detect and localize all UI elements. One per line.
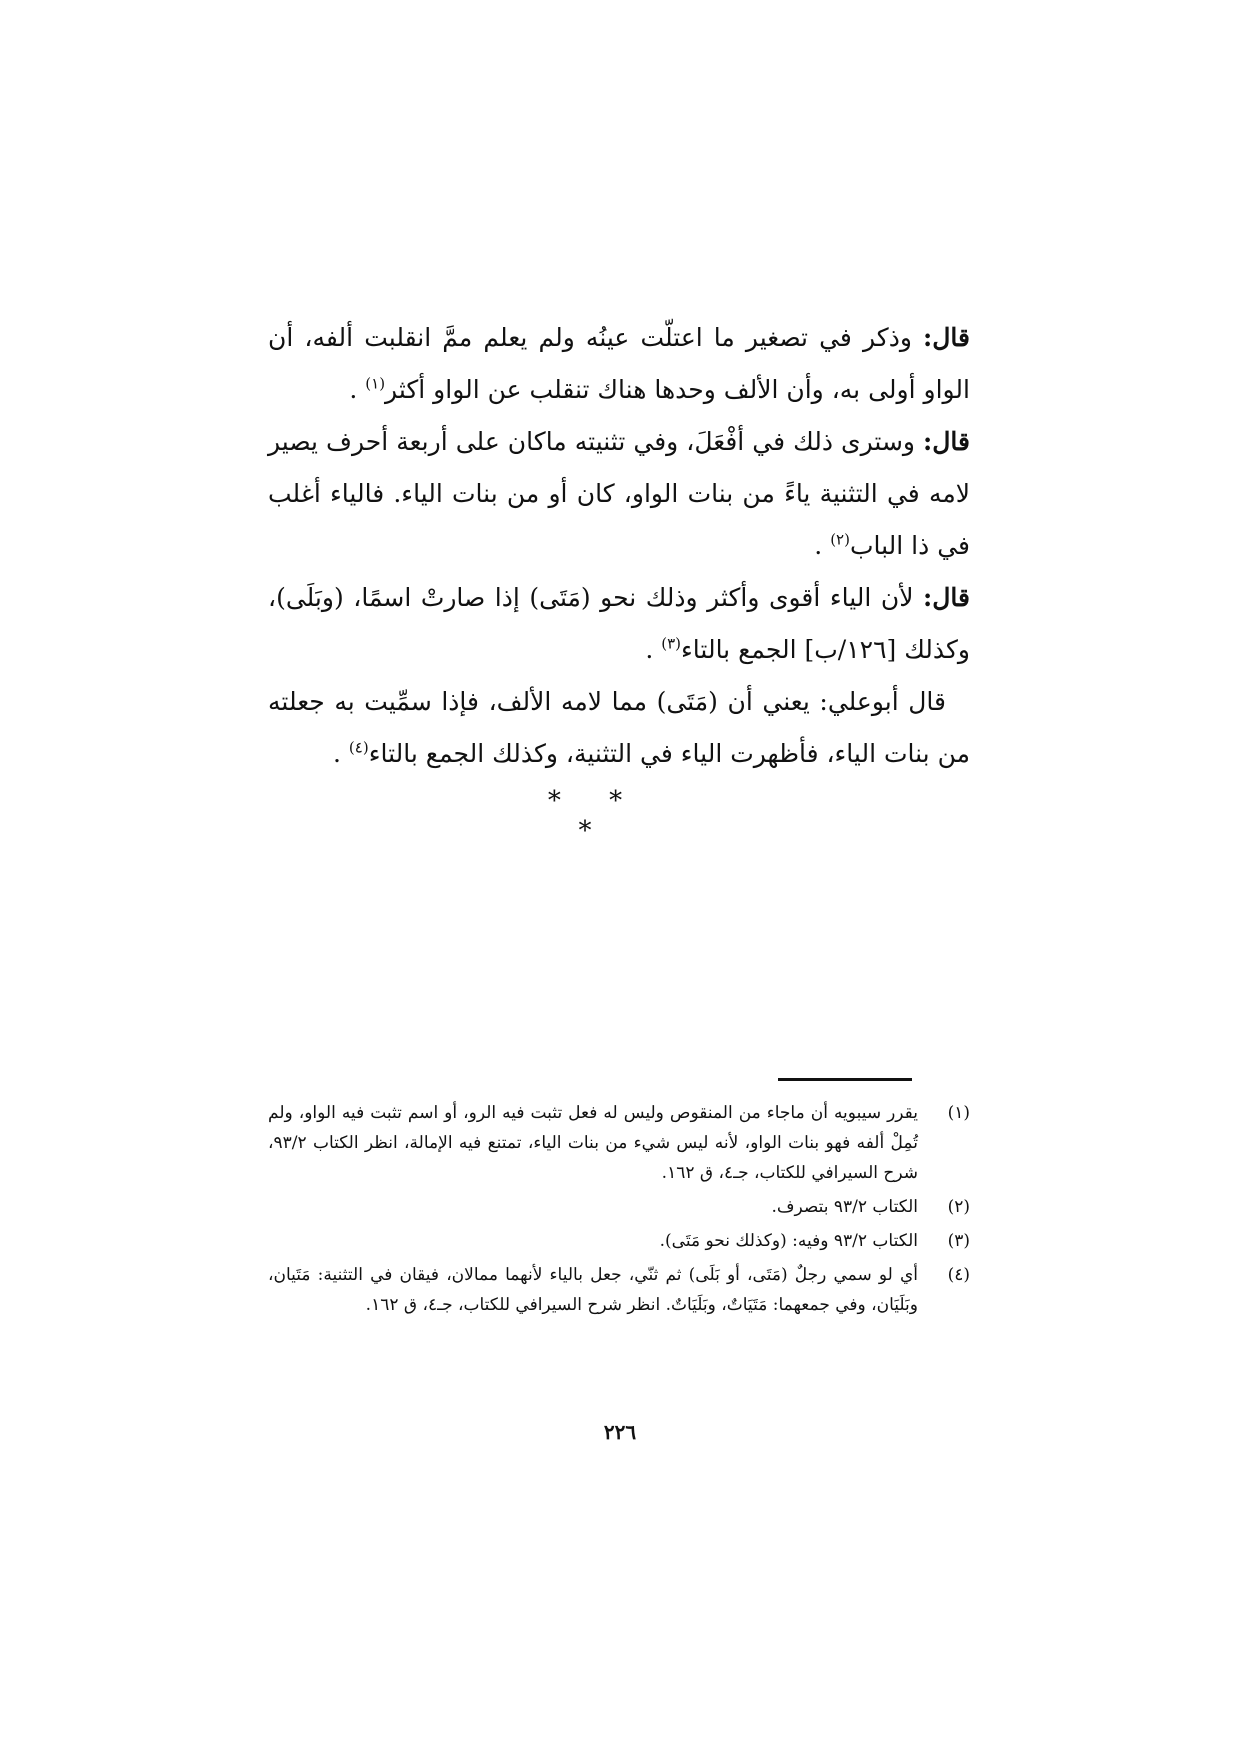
footnote-number: (٢) — [947, 1197, 970, 1217]
paragraph-end: . — [645, 635, 662, 664]
footnote-text: يقرر سيبويه أن ماجاء من المنقوص وليس له فعل تثبت فيه الرو، أو اسم تثبت فيه الواو، ولم تُمِلْ ألفه فهو بنات الواو، لأنه ليس شيء من بنات الياء، تمتنع فيه الإمالة، انظر الكتاب ٩٣/٢، شرح السيرافي للكتاب، جـ٤، ق ١٦٢. — [268, 1103, 918, 1183]
paragraph-text: وذكر في تصغير ما اعتلّت عينُه ولم يعلم ممَّ انقلبت ألفه، أن الواو أولى به، وأن الألف وحدها هناك تنقلب عن الواو أكثر — [268, 323, 970, 404]
footnote-ref: (٤) — [348, 738, 369, 757]
footnote-divider — [778, 1078, 912, 1081]
footnote-number: (٣) — [947, 1231, 970, 1251]
footnote-item — [268, 1260, 970, 1320]
paragraph-2 — [268, 416, 970, 572]
footnote-text: الكتاب ٩٣/٢ وفيه: (وكذلك نحو مَتَى). — [659, 1231, 918, 1251]
footnote-item — [268, 1192, 970, 1222]
paragraph-end: . — [333, 739, 349, 768]
main-text — [268, 312, 970, 780]
footnote-number: (٤) — [947, 1265, 970, 1285]
footnote-ref: (١) — [365, 374, 386, 393]
footnote-item — [268, 1226, 970, 1256]
footnote-ref: (٢) — [830, 530, 850, 549]
section-separator-stars: * * * — [547, 786, 643, 846]
paragraph-end: . — [349, 375, 366, 404]
paragraph-end: . — [814, 531, 831, 560]
footnote-number: (١) — [947, 1103, 970, 1123]
footnote-ref: (٣) — [661, 634, 682, 653]
page-number: ٢٢٦ — [603, 1420, 637, 1444]
paragraph-4 — [268, 676, 970, 780]
footnote-item — [268, 1098, 970, 1188]
footnote-text: الكتاب ٩٣/٢ بتصرف. — [771, 1197, 918, 1217]
footnote-text: أي لو سمي رجلٌ (مَتَى، أو بَلَى) ثم ثنّي، جعل بالياء لأنهما ممالان، فيقان في التثنية: مَتَيان، وبَلَيَان، وفي جمعهما: مَتَيَاتٌ، وبَلَيَاتٌ. انظر شرح السيرافي للكتاب، جـ٤، ق ١٦٢. — [268, 1265, 918, 1315]
paragraph-3 — [268, 572, 970, 676]
paragraph-text: قال أبوعلي: يعني أن (مَتَى) مما لامه الألف، فإذا سمِّيت به جعلته من بنات الياء، فأظهرت الياء في التثنية، وكذلك الجمع بالتاء — [268, 687, 970, 768]
qal-label: قال: — [923, 323, 970, 352]
paragraph-text: لأن الياء أقوى وأكثر وذلك نحو (مَتَى) إذا صارتْ اسمًا، (وبَلَى)، وكذلك [١٢٦/ب] الجمع بالتاء — [268, 583, 970, 664]
qal-label: قال: — [923, 583, 970, 612]
qal-label: قال: — [923, 427, 970, 456]
paragraph-text: وسترى ذلك في أفْعَلَ، وفي تثنيته ماكان على أربعة أحرف يصير لامه في التثنية ياءً من بنات الواو، كان أو من بنات الياء. فالياء أغلب في ذا الباب — [268, 427, 970, 560]
footnotes — [268, 1098, 970, 1324]
paragraph-1 — [268, 312, 970, 416]
